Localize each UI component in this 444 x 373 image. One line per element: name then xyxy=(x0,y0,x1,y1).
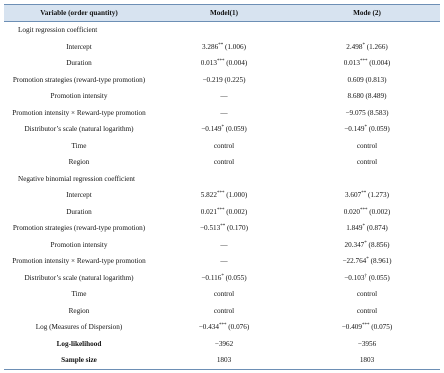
model-2-cell xyxy=(294,72,440,89)
model-1-cell xyxy=(154,352,294,369)
model-2-cell xyxy=(294,270,440,287)
significance-marker: * xyxy=(364,240,367,246)
standard-error: (1.000) xyxy=(224,191,248,200)
header-variable: Variable (order quantity) xyxy=(4,5,154,22)
significance-marker: * xyxy=(366,257,369,263)
section-row xyxy=(4,22,440,39)
model-1-cell xyxy=(154,121,294,138)
coefficient-value: — xyxy=(220,257,228,266)
model-2-cell xyxy=(294,220,440,237)
coefficient-value: 0.013 xyxy=(200,59,217,68)
model-2-cell xyxy=(294,286,440,303)
header-model-1: Model(1) xyxy=(154,5,294,22)
coefficient-value: −0.434 xyxy=(198,323,219,332)
variable-label: Log (Measures of Dispersion) xyxy=(35,323,123,332)
standard-error: (0.874) xyxy=(364,224,388,233)
coefficient-value: −0.149 xyxy=(344,125,365,134)
significance-marker: ** xyxy=(218,42,224,48)
model-1-cell xyxy=(154,204,294,221)
significance-marker: *** xyxy=(359,59,368,65)
variable-label: Sample size xyxy=(4,352,154,369)
coefficient-value: 1.849 xyxy=(346,224,363,233)
header-model-2: Mode (2) xyxy=(294,5,440,22)
coefficient-value: control xyxy=(356,141,378,150)
model-1-cell xyxy=(154,55,294,72)
coefficient-value: −9.075 (8.583) xyxy=(345,108,389,117)
significance-marker: † xyxy=(364,273,367,279)
table-row xyxy=(4,105,440,122)
coefficient-value: control xyxy=(356,306,378,315)
table-row xyxy=(4,253,440,270)
model-1-cell xyxy=(154,253,294,270)
table-row xyxy=(4,220,440,237)
significance-marker: ** xyxy=(361,191,367,197)
variable-label: Duration xyxy=(66,207,92,216)
table-row xyxy=(4,270,440,287)
coefficient-value: control xyxy=(213,306,235,315)
standard-error: (0.076) xyxy=(226,323,250,332)
model-2-cell xyxy=(294,253,440,270)
table-row xyxy=(4,138,440,155)
table-row xyxy=(4,237,440,254)
coefficient-value: −3956 xyxy=(357,339,377,348)
model-1-cell xyxy=(154,270,294,287)
model-1-cell xyxy=(154,187,294,204)
table-row xyxy=(4,55,440,72)
table-row xyxy=(4,121,440,138)
variable-label: Promotion intensity xyxy=(50,240,108,249)
table-header xyxy=(4,5,440,22)
standard-error: (0.059) xyxy=(366,125,390,134)
model-2-cell xyxy=(294,55,440,72)
model-2-cell xyxy=(294,154,440,171)
standard-error: (0.002) xyxy=(224,207,248,216)
table-row xyxy=(4,352,440,369)
coefficient-value: 5.822 xyxy=(200,191,217,200)
coefficient-value: control xyxy=(213,290,235,299)
model-2-cell xyxy=(294,204,440,221)
variable-label: Promotion intensity xyxy=(50,92,108,101)
model-1-cell xyxy=(154,154,294,171)
standard-error: (1.266) xyxy=(364,42,388,51)
model-2-cell xyxy=(294,336,440,353)
model-2-cell xyxy=(294,88,440,105)
coefficient-value: 1803 xyxy=(216,356,232,365)
significance-marker: * xyxy=(221,125,224,131)
coefficient-value: 3.607 xyxy=(345,191,362,200)
header-row xyxy=(4,5,440,22)
model-2-cell xyxy=(294,187,440,204)
standard-error: (1.006) xyxy=(223,42,246,51)
significance-marker: ** xyxy=(220,224,226,230)
significance-marker: *** xyxy=(218,323,227,329)
table-row xyxy=(4,39,440,56)
variable-label: Promotion strategies (reward-type promotion) xyxy=(12,224,146,233)
model-1-cell xyxy=(154,220,294,237)
model-1-cell xyxy=(154,72,294,89)
coefficient-value: −0.149 xyxy=(201,125,222,134)
standard-error: (1.273) xyxy=(366,191,389,200)
significance-marker: * xyxy=(221,273,224,279)
table-body xyxy=(4,22,440,370)
model-1-cell xyxy=(154,237,294,254)
model-2-cell xyxy=(294,105,440,122)
standard-error: (8.856) xyxy=(366,240,390,249)
model-1-cell xyxy=(154,88,294,105)
variable-label: Duration xyxy=(66,59,92,68)
variable-label: Intercept xyxy=(66,191,92,200)
significance-marker: *** xyxy=(361,323,370,329)
model-2-cell xyxy=(294,303,440,320)
section-label: Negative binomial regression coefficient xyxy=(18,174,136,183)
variable-label: Promotion strategies (reward-type promotion) xyxy=(12,75,146,84)
standard-error: (0.055) xyxy=(223,273,247,282)
coefficient-value: −0.116 xyxy=(201,273,222,282)
model-1-cell xyxy=(154,319,294,336)
coefficient-value: −0.409 xyxy=(341,323,362,332)
coefficient-value: 20.347 xyxy=(344,240,365,249)
table-row xyxy=(4,303,440,320)
coefficient-value: control xyxy=(213,158,235,167)
standard-error: (0.004) xyxy=(224,59,248,68)
table-row xyxy=(4,154,440,171)
standard-error: (0.055) xyxy=(366,273,390,282)
variable-label: Region xyxy=(68,306,90,315)
significance-marker: *** xyxy=(216,191,225,197)
model-2-cell xyxy=(294,138,440,155)
coefficient-value: −0.513 xyxy=(200,224,221,233)
variable-label: Promotion intensity × Reward-type promotion xyxy=(12,257,146,266)
table-row xyxy=(4,72,440,89)
standard-error: (0.002) xyxy=(367,207,391,216)
coefficient-value: 8.680 (8.489) xyxy=(347,92,387,101)
variable-label: Log-likelihood xyxy=(56,339,102,348)
model-2-cell xyxy=(294,319,440,336)
coefficient-value: 3.286 xyxy=(202,42,219,51)
significance-marker: *** xyxy=(216,59,225,65)
model-1-cell xyxy=(154,336,294,353)
coefficient-value: — xyxy=(220,92,228,101)
coefficient-value: 0.013 xyxy=(343,59,360,68)
coefficient-value: — xyxy=(220,108,228,117)
model-2-cell xyxy=(294,121,440,138)
significance-marker: * xyxy=(362,42,365,48)
variable-label: Promotion intensity × Reward-type promotion xyxy=(12,108,146,117)
coefficient-value: control xyxy=(356,158,378,167)
section-row xyxy=(4,171,440,188)
coefficient-value: −0.103 xyxy=(344,273,365,282)
model-1-cell xyxy=(154,303,294,320)
variable-label: Time xyxy=(71,141,87,150)
table-row xyxy=(4,88,440,105)
standard-error: (0.004) xyxy=(367,59,391,68)
coefficient-value: 0.609 (0.813) xyxy=(347,75,387,84)
coefficient-value: 0.020 xyxy=(343,207,360,216)
section-label: Logit regression coefficient xyxy=(18,26,98,35)
variable-label: Distributor’s scale (natural logarithm) xyxy=(24,125,134,134)
standard-error: (0.059) xyxy=(223,125,247,134)
standard-error: (0.170) xyxy=(225,224,248,233)
significance-marker: * xyxy=(364,125,367,131)
significance-marker: * xyxy=(362,224,365,230)
standard-error: (8.961) xyxy=(368,257,392,266)
coefficient-value: control xyxy=(356,290,378,299)
standard-error: (0.075) xyxy=(369,323,393,332)
model-1-cell xyxy=(154,138,294,155)
coefficient-value: 0.021 xyxy=(200,207,217,216)
table-row xyxy=(4,319,440,336)
model-1-cell xyxy=(154,286,294,303)
variable-label: Distributor’s scale (natural logarithm) xyxy=(24,273,134,282)
model-1-cell xyxy=(154,39,294,56)
table-row xyxy=(4,187,440,204)
variable-label: Time xyxy=(71,290,87,299)
coefficient-value: −0.219 (0.225) xyxy=(202,75,246,84)
significance-marker: *** xyxy=(359,207,368,213)
coefficient-value: 2.498 xyxy=(346,42,363,51)
significance-marker: *** xyxy=(216,207,225,213)
coefficient-value: −3962 xyxy=(214,339,234,348)
table-row xyxy=(4,204,440,221)
model-2-cell xyxy=(294,39,440,56)
model-2-cell xyxy=(294,352,440,369)
coefficient-value: control xyxy=(213,141,235,150)
coefficient-value: — xyxy=(220,240,228,249)
table-row xyxy=(4,336,440,353)
model-2-cell xyxy=(294,237,440,254)
table-row xyxy=(4,286,440,303)
coefficient-value: 1803 xyxy=(359,356,375,365)
model-1-cell xyxy=(154,105,294,122)
regression-table xyxy=(4,4,440,370)
variable-label: Region xyxy=(68,158,90,167)
regression-table-container xyxy=(4,4,440,370)
coefficient-value: −22.764 xyxy=(342,257,367,266)
variable-label: Intercept xyxy=(66,42,92,51)
